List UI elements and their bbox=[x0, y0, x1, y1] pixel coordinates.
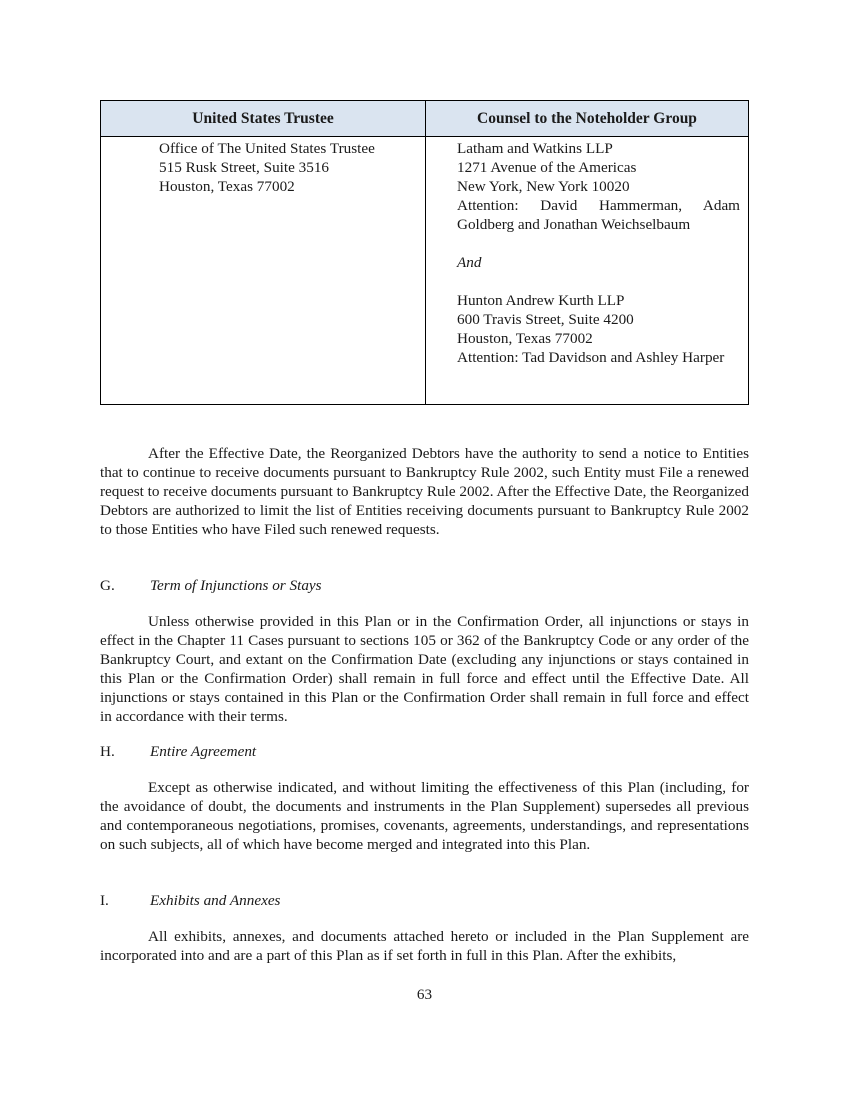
address-line: Houston, Texas 77002 bbox=[159, 178, 295, 195]
section-letter: G. bbox=[100, 577, 115, 594]
notice-column-noteholder-counsel bbox=[426, 101, 748, 404]
attention-line: Attention: David Hammerman, Adam Goldberg and Jonathan Weichselbaum bbox=[457, 197, 740, 233]
section-title: Entire Agreement bbox=[150, 743, 257, 760]
section-letter: I. bbox=[100, 892, 109, 909]
paragraph-entire-agreement bbox=[100, 778, 749, 854]
paragraph-text: After the Effective Date, the Reorganized Debtors have the authority to send a notice to Entities that to continue to receive documents pursuant to Bankruptcy Rule 2002, such Entity must File a renewed request to receive documents pursuant to Bankruptcy Rule 2002. After the Effective Date, the Reorganized Debtors are authorized to limit the list of Entities receiving documents pursuant to Bankruptcy Rule 2002 to those Entities who have Filed such renewed requests. bbox=[100, 445, 749, 538]
firm-name: Latham and Watkins LLP bbox=[457, 140, 613, 157]
section-title: Term of Injunctions or Stays bbox=[150, 577, 322, 594]
section-letter: H. bbox=[100, 743, 115, 760]
notice-column-us-trustee bbox=[101, 101, 426, 404]
paragraph-text: Except as otherwise indicated, and without limiting the effectiveness of this Plan (including, for the avoidance of doubt, the documents and instruments in the Plan Supplement) supersedes all previous and contemporaneous negotiations, promises, covenants, agreements, understandings, and representations on such subjects, all of which have become merged and integrated into this Plan. bbox=[100, 779, 749, 853]
paragraph-exhibits bbox=[100, 927, 749, 965]
address-line: New York, New York 10020 bbox=[457, 178, 630, 195]
address-line: Houston, Texas 77002 bbox=[457, 330, 593, 347]
attention-line: Attention: Tad Davidson and Ashley Harper bbox=[457, 349, 725, 366]
paragraph-text: Unless otherwise provided in this Plan or in the Confirmation Order, all injunctions or stays in effect in the Chapter 11 Cases pursuant to sections 105 or 362 of the Bankruptcy Code or any order of the Bankruptcy Court, and extant on the Confirmation Date (excluding any injunctions or stays contained in this Plan or the Confirmation Order) shall remain in full force and effect until the Effective Date. All injunctions or stays contained in this Plan or the Confirmation Order shall remain in full force and effect in accordance with their terms. bbox=[100, 613, 749, 725]
notice-table bbox=[100, 100, 749, 405]
paragraph-text: All exhibits, annexes, and documents attached hereto or included in the Plan Supplement are incorporated into and are a part of this Plan as if set forth in full in this Plan. After the exhibits, bbox=[100, 928, 749, 964]
section-heading-g bbox=[100, 576, 749, 595]
address-line: 600 Travis Street, Suite 4200 bbox=[457, 311, 634, 328]
page-number: 63 bbox=[416, 986, 433, 1003]
noteholder-counsel-addresses bbox=[426, 137, 748, 367]
section-heading-h bbox=[100, 742, 749, 761]
paragraph-injunctions bbox=[100, 612, 749, 726]
us-trustee-address bbox=[101, 137, 425, 196]
section-heading-i bbox=[100, 891, 749, 910]
section-title: Exhibits and Annexes bbox=[150, 892, 281, 909]
address-line: 1271 Avenue of the Americas bbox=[457, 159, 637, 176]
conjunction-and: And bbox=[457, 254, 482, 271]
column-header-us-trustee: United States Trustee bbox=[101, 101, 425, 137]
firm-name: Hunton Andrew Kurth LLP bbox=[457, 292, 625, 309]
address-line: Office of The United States Trustee bbox=[159, 140, 375, 157]
column-header-noteholder-counsel: Counsel to the Noteholder Group bbox=[426, 101, 748, 137]
address-line: 515 Rusk Street, Suite 3516 bbox=[159, 159, 330, 176]
paragraph-notice-renewal bbox=[100, 444, 749, 539]
